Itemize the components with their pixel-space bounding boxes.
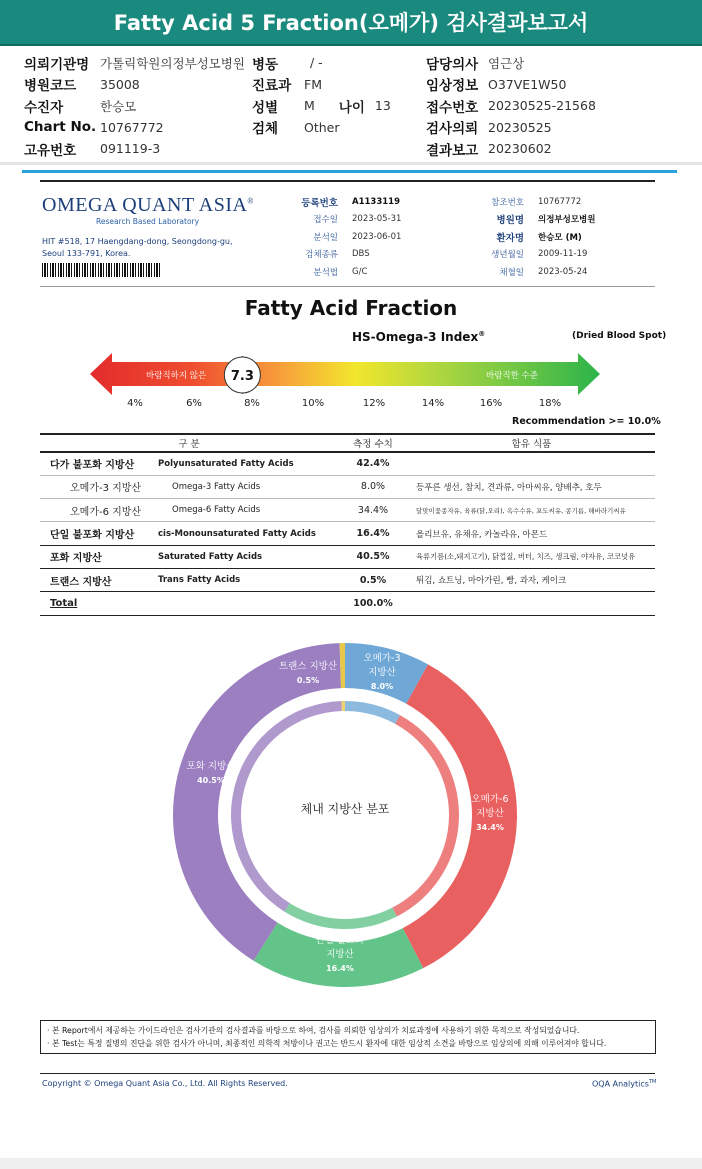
info-row (464, 211, 595, 229)
meta-value: O37VE1W50 (488, 76, 567, 92)
scale-label: 10% (301, 398, 325, 409)
row-food: 튀김, 쇼트닝, 마아가린, 빵, 과자, 케이크 (408, 568, 655, 591)
row-name-en: Omega-3 Fatty Acids (158, 475, 338, 498)
report-title: Fatty Acid 5 Fraction(오메가) 검사결과보고서 (0, 0, 702, 46)
info-value: 10767772 (538, 196, 582, 207)
info-value: G/C (352, 266, 368, 277)
table-row (40, 475, 655, 498)
segment-pct: 16.4% (326, 964, 354, 973)
row-name-ko: 포화 지방산 (40, 545, 158, 568)
info-row (464, 263, 595, 281)
info-row (284, 211, 401, 229)
row-food: 달맞이꽃종자유, 육류(닭,오리), 옥수수유, 포도씨유, 콩기름, 해바라기씨유 (408, 499, 655, 522)
segment-name: 단일 불포화 (315, 935, 365, 946)
meta-label: 성별 (252, 99, 279, 116)
info-value: 2023-06-01 (352, 231, 402, 242)
info-row (284, 263, 401, 281)
info-row (464, 193, 595, 211)
meta-value: 20230525-21568 (488, 98, 596, 114)
address-line: Seoul 133-791, Korea. (42, 249, 131, 258)
row-food: 등푸른 생선, 참치, 견과류, 아마씨유, 양배추, 호두 (408, 475, 655, 498)
meta-value: / - (310, 55, 323, 71)
info-value: 2023-05-31 (352, 214, 402, 225)
divider (22, 170, 677, 173)
fatty-acid-table (40, 433, 655, 616)
header-value: 측정 수치 (338, 434, 408, 452)
row-value: 16.4% (338, 522, 408, 545)
meta-label: 진료과 (252, 78, 292, 95)
donut-center-label: 체내 지방산 분포 (300, 802, 390, 816)
meta-label: Chart No. (24, 119, 97, 136)
meta-clinical-info (426, 74, 596, 96)
meta-ward (252, 52, 391, 74)
meta-request-date (426, 117, 596, 139)
scale-label: 16% (479, 398, 503, 409)
meta-label: 결과보고 (426, 142, 479, 159)
row-food: 육류기름(소,돼지고기), 닭껍질, 버터, 치즈, 생크림, 야자유, 코코넛유 (408, 545, 655, 568)
row-name-ko: 트랜스 지방산 (40, 568, 158, 591)
segment-name: 지방산 (476, 808, 504, 819)
meta-value: 091119-3 (100, 141, 161, 157)
meta-label: 접수번호 (426, 99, 479, 116)
info-label: 분석법 (313, 267, 338, 278)
index-title (352, 330, 485, 344)
header-category: 구 분 (40, 434, 338, 452)
row-name-en: Trans Fatty Acids (158, 568, 338, 591)
row-value: 34.4% (338, 499, 408, 522)
donut-inner-segment (345, 701, 400, 724)
meta-hospital-code (24, 74, 245, 96)
segment-pct: 0.5% (296, 676, 320, 685)
lab-address (42, 236, 242, 260)
meta-col-1 (24, 52, 245, 160)
row-name-en: cis-Monounsaturated Fatty Acids (158, 522, 338, 545)
meta-label: 검사의뢰 (426, 121, 479, 138)
row-name-en: Polyunsaturated Fatty Acids (158, 452, 338, 475)
meta-value: 가톨릭학원의정부성모병원 (100, 55, 245, 71)
row-value: 42.4% (338, 452, 408, 475)
row-name-ko: 오메가-6 지방산 (40, 499, 158, 522)
registered-mark: ® (478, 330, 486, 338)
info-label: 환자명 (496, 232, 524, 244)
row-name-ko: 단일 불포화 지방산 (40, 522, 158, 545)
sample-type: (Dried Blood Spot) (572, 331, 667, 341)
info-row (284, 228, 401, 246)
barcode (42, 263, 160, 277)
brand-name: OQA Analytics (592, 1079, 649, 1089)
donut-inner-segment (284, 903, 396, 929)
row-food: 올리브유, 유채유, 카놀라유, 아몬드 (408, 522, 655, 545)
row-name-ko: 다가 불포화 지방산 (40, 452, 158, 475)
report-info-left (284, 193, 401, 281)
table-row (40, 499, 655, 522)
omega-index-gauge (90, 350, 602, 398)
scale-label: 8% (244, 398, 260, 409)
disclaimer-line: · 본 Test는 특정 질병의 진단을 위한 검사가 아니며, 최종적인 의학적 처방이나 권고는 반드시 환자에 대한 임상적 소견을 바탕으로 임상의에 의해 이루어져야 합니다. (47, 1039, 607, 1048)
disclaimer-line: · 본 Report에서 제공하는 가이드라인은 검사기관의 검사결과를 바탕으로 하여, 검사를 의뢰한 임상의가 치료과정에 사용하기 위한 목적으로 작성되었습니다. (47, 1026, 580, 1035)
index-marker (224, 356, 260, 394)
meta-patient (24, 95, 245, 117)
info-value: DBS (352, 249, 370, 260)
info-row (284, 246, 401, 264)
meta-doctor (426, 52, 596, 74)
row-value: 8.0% (338, 475, 408, 498)
info-label: 분석일 (313, 232, 338, 243)
divider (0, 162, 702, 165)
info-row (464, 228, 595, 246)
segment-pct: 8.0% (370, 682, 394, 691)
lab-name: OMEGA QUANT ASIA (42, 194, 248, 216)
scale-label: 18% (538, 398, 562, 409)
info-value: 2023-05-24 (538, 266, 588, 277)
divider (40, 180, 655, 182)
meta-department (252, 74, 391, 96)
meta-value: 염근상 (488, 55, 525, 71)
empty-cell (408, 592, 655, 615)
meta-unique-no (24, 138, 245, 160)
info-label: 검체종류 (305, 250, 338, 261)
report-info-right (464, 193, 595, 281)
meta-value: 한승모 (100, 98, 137, 114)
scale-label: 6% (186, 398, 202, 409)
scale-label: 4% (127, 398, 143, 409)
info-label: 병원명 (496, 215, 524, 227)
row-value: 40.5% (338, 545, 408, 568)
scale-label: 12% (362, 398, 386, 409)
brand-footer (592, 1079, 656, 1089)
donut-label-mufa (302, 934, 378, 976)
info-value: 2009-11-19 (538, 249, 588, 260)
segment-name: 오메가-3 (363, 653, 401, 664)
segment-pct: 40.5% (197, 776, 225, 785)
donut-inner-segment (341, 701, 345, 711)
divider (40, 286, 655, 287)
row-name-ko: 오메가-3 지방산 (40, 475, 158, 498)
table-row (40, 522, 655, 545)
disclaimer-box (40, 1020, 656, 1054)
meta-label: 수진자 (24, 99, 64, 116)
table-header (40, 434, 655, 452)
table-row (40, 568, 655, 591)
gauge-good-label: 바람직한 수준 (486, 371, 538, 381)
meta-col-3 (426, 52, 596, 160)
empty-cell (158, 592, 338, 615)
gauge-bad-label: 바람직하지 않은 (146, 371, 207, 381)
meta-sex (252, 95, 391, 117)
meta-label: 병원코드 (24, 78, 77, 95)
copyright: Copyright © Omega Quant Asia Co., Ltd. All Rights Reserved. (42, 1079, 288, 1088)
donut-label-omega3 (352, 652, 412, 694)
info-label: 등록번호 (301, 197, 338, 209)
total-label: Total (40, 592, 158, 615)
meta-age-label: 나이 (338, 99, 365, 116)
meta-value: Other (304, 119, 340, 135)
info-row (284, 193, 401, 211)
meta-age-value: 13 (374, 98, 391, 114)
divider (40, 1073, 655, 1074)
row-food (408, 452, 655, 475)
index-title-text: HS-Omega-3 Index (352, 330, 479, 344)
scale-label: 14% (421, 398, 445, 409)
total-value: 100.0% (338, 592, 408, 615)
lab-tagline: Research Based Laboratory (96, 217, 200, 226)
meta-specimen (252, 117, 391, 139)
meta-value: 20230525 (488, 119, 552, 135)
segment-name: 지방산 (368, 667, 396, 678)
segment-name: 트랜스 지방산 (278, 661, 338, 672)
meta-label: 의뢰기관명 (24, 56, 90, 73)
page-bottom-bar (0, 1158, 702, 1169)
info-label: 생년월일 (491, 250, 524, 261)
meta-value: M (304, 98, 315, 114)
meta-receipt-no (426, 95, 596, 117)
info-value: 한승모 (M) (538, 232, 582, 243)
table-row (40, 452, 655, 475)
meta-value: 10767772 (100, 119, 164, 135)
meta-label: 고유번호 (24, 142, 77, 159)
segment-pct: 34.4% (476, 823, 504, 832)
meta-value: 20230602 (488, 141, 552, 157)
segment-name: 포화 지방산 (186, 761, 236, 772)
info-label: 채혈일 (499, 267, 524, 278)
header-food: 함유 식품 (408, 434, 655, 452)
row-name-en: Saturated Fatty Acids (158, 545, 338, 568)
info-row (464, 246, 595, 264)
info-label: 참조번호 (491, 197, 524, 208)
meta-chart-no (24, 117, 245, 139)
meta-value: FM (304, 76, 322, 92)
meta-col-2 (252, 52, 391, 138)
meta-label: 임상정보 (426, 78, 479, 95)
index-value: 7.3 (230, 369, 254, 384)
trademark: TM (648, 1079, 657, 1085)
segment-name: 지방산 (326, 949, 354, 960)
lab-logo (42, 194, 254, 217)
meta-label: 병동 (252, 56, 279, 73)
table-row (40, 545, 655, 568)
registered-mark: ® (247, 196, 254, 206)
meta-report-date (426, 138, 596, 160)
donut-label-saturated (176, 760, 246, 788)
section-title: Fatty Acid Fraction (244, 296, 458, 320)
info-label: 접수일 (313, 215, 338, 226)
row-value: 0.5% (338, 568, 408, 591)
donut-label-trans (270, 660, 346, 688)
meta-label: 검체 (252, 121, 279, 138)
meta-label: 담당의사 (426, 56, 479, 73)
table-total-row (40, 592, 655, 615)
address-line: HIT #518, 17 Haengdang-dong, Seongdong-gu, (42, 237, 233, 246)
row-name-en: Omega-6 Fatty Acids (158, 499, 338, 522)
meta-institution (24, 52, 245, 74)
info-value: 의정부성모병원 (538, 215, 596, 226)
donut-label-omega6 (462, 793, 518, 835)
meta-value: 35008 (100, 76, 140, 92)
info-value: A1133119 (352, 196, 400, 207)
segment-name: 오메가-6 (471, 794, 509, 805)
recommendation: Recommendation >= 10.0% (512, 416, 661, 427)
